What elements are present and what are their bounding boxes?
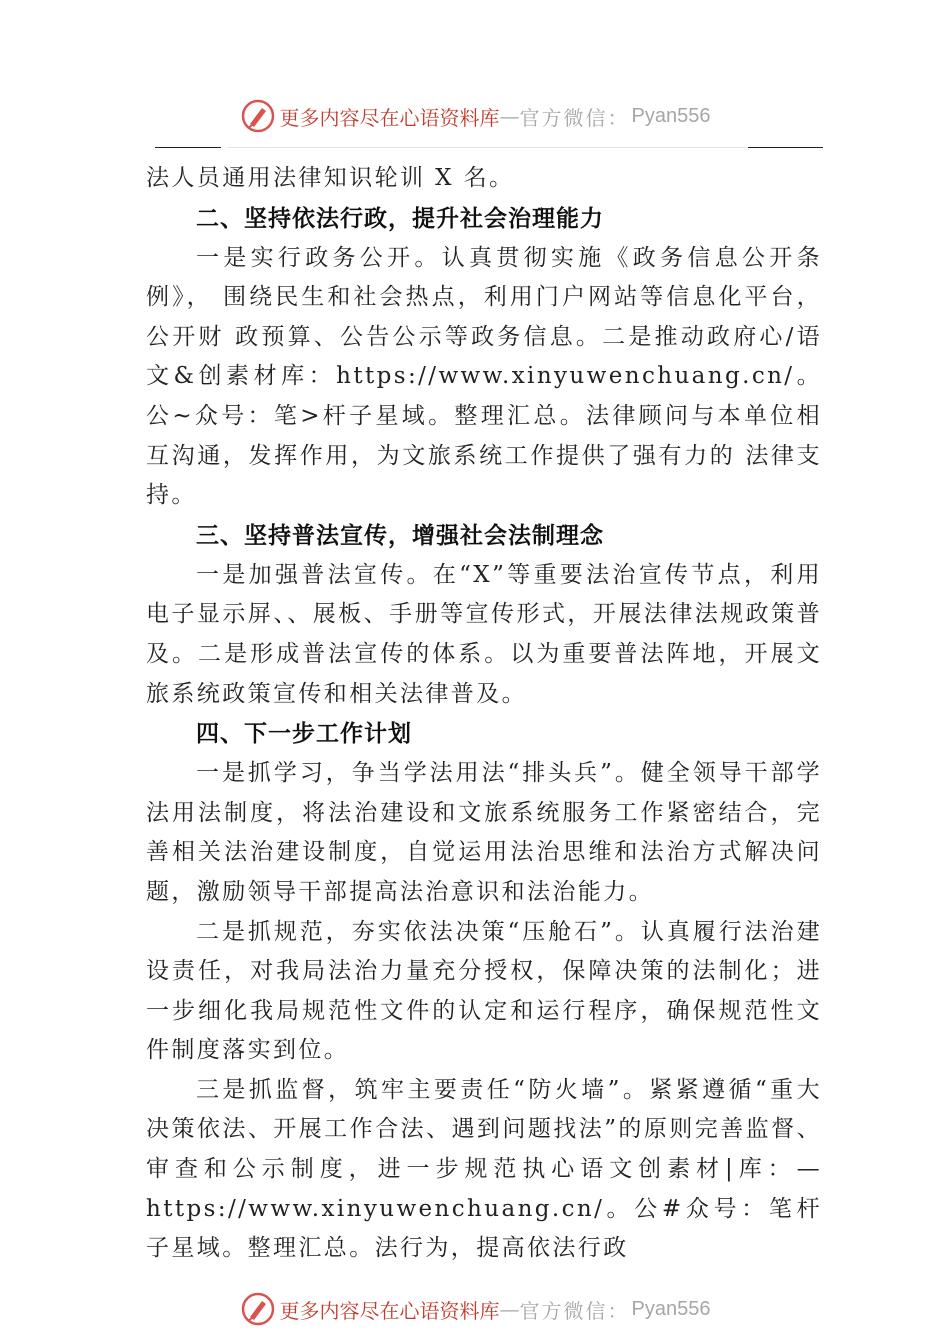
- paragraph-plan-3: 三是抓监督，筑牢主要责任“防火墙”。紧紧遵循“重大决策依法、开展工作合法、遇到问题找法”的原则完善监督、审查和公示制度，进一步规范执心语文创素材|库：—https://www.xinyuwenchuang.cn/。公#众号：笔杆子星域。整理汇总。法行为，提高依法行政: [146, 1076, 822, 1262]
- paragraph-plan-2: 二是抓规范，夯实依法决策“压舱石”。认真履行法治建设责任，对我局法治力量充分授权，保障决策的法制化；进一步细化我局规范性文件的认定和运行程序，确保规范性文件制度落实到位。: [146, 918, 822, 1064]
- footer-banner-separator: —: [499, 1297, 520, 1321]
- logo-icon: [240, 98, 276, 134]
- header-rule-middle: [228, 147, 746, 148]
- footer-banner-wechat-label: 官方微信：: [519, 1298, 630, 1323]
- section-heading-2: 二、坚持依法行政，提升社会治理能力: [196, 205, 604, 232]
- paragraph-section-3: 一是加强普法宣传。在“X”等重要法治宣传节点，利用电子显示屏、、展板、手册等宣传形式，开展法律法规政策普及。二是形成普法宣传的体系。以为重要普法阵地，开展文旅系统政策宣传和相关法律普及。: [146, 561, 822, 707]
- header-banner: [0, 96, 950, 136]
- paragraph-continuation: 法人员通用法律知识轮训 X 名。: [146, 165, 515, 191]
- banner-wechat-label: 官方微信：: [519, 105, 630, 130]
- header-rule-left: [155, 147, 221, 148]
- banner-separator: —: [499, 104, 520, 128]
- paragraph-plan-1: 一是抓学习，争当学法用法“排头兵”。健全领导干部学法用法制度，将法治建设和文旅系统服务工作紧密结合，完善相关法治建设制度，自觉运用法治思维和法治方式解决问题，激励领导干部提高法治意识和法治能力。: [146, 760, 822, 905]
- section-heading-4: 四、下一步工作计划: [196, 721, 412, 748]
- document-body: [146, 159, 822, 1269]
- section-heading-3: 三、坚持普法宣传，增强社会法制理念: [196, 522, 604, 549]
- header-rule-right: [748, 147, 823, 148]
- paragraph-section-2: 一是实行政务公开。认真贯彻实施《政务信息公开条例》， 围绕民生和社会热点，利用门户网站等信息化平台，公开财 政预算、公告公示等政务信息。二是推动政府心/语文&创素材库：https://www.xinyuwenchuang.cn/。公~众号：笔>杆子星域。整理汇总。法律顾问与本单位相互沟通，发挥作用，为文旅系统工作提供了强有力的 法律支持。: [146, 244, 822, 509]
- footer-banner-wechat-id: Pyan556: [631, 1297, 711, 1320]
- footer-banner-title: 更多内容尽在心语资料库: [279, 1298, 500, 1323]
- footer-banner: [0, 1289, 950, 1329]
- banner-title: 更多内容尽在心语资料库: [279, 105, 500, 130]
- logo-icon: [240, 1291, 276, 1327]
- banner-wechat-id: Pyan556: [631, 104, 711, 127]
